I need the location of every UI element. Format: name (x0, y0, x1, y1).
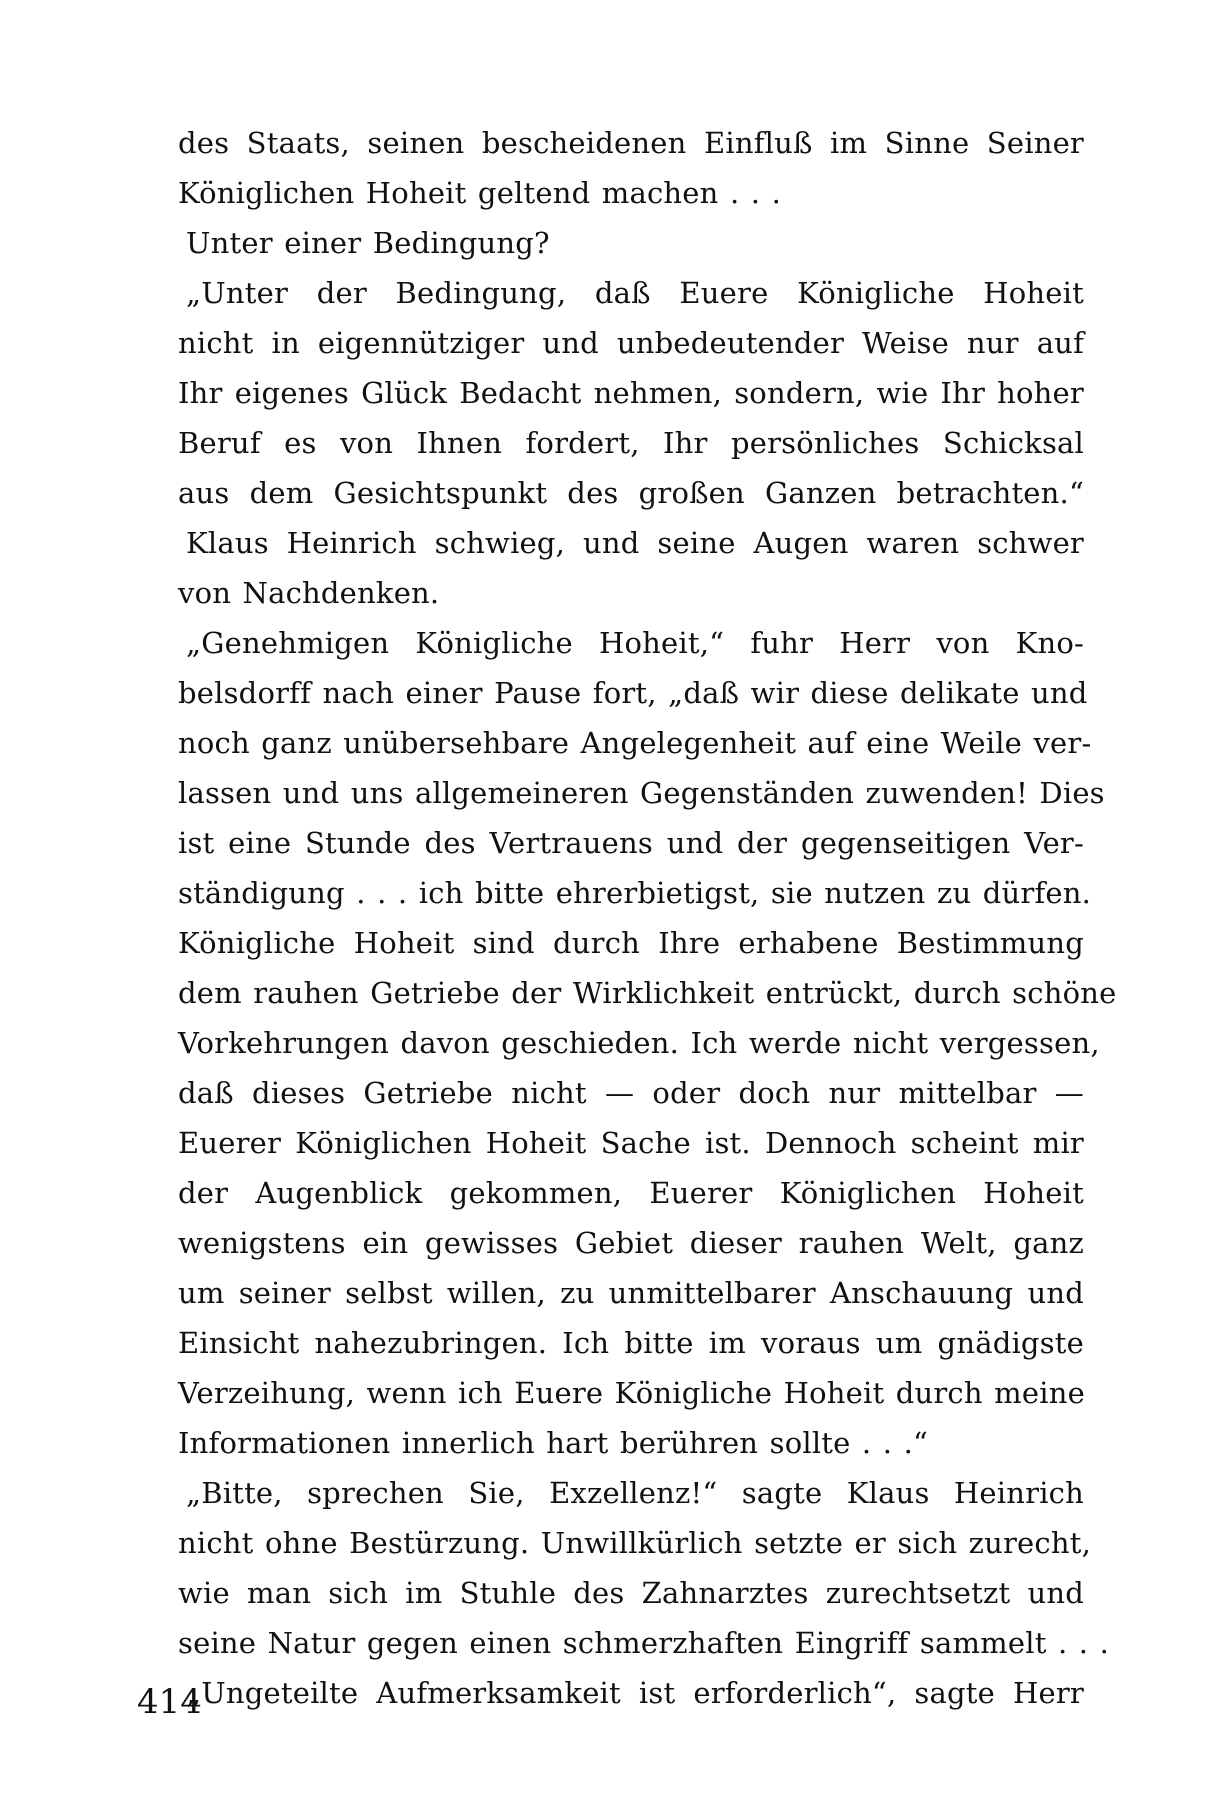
text-line: lassen und uns allgemeineren Gegenständen zuwenden! Dies (178, 776, 1105, 810)
text-line: daß dieses Getriebe nicht — oder doch nur mittelbar — (178, 1076, 1084, 1110)
text-line: „Bitte, sprechen Sie, Exzellenz!“ sagte Klaus Heinrich (186, 1476, 1084, 1510)
text-line: „Unter der Bedingung, daß Euere Königliche Hoheit (186, 276, 1084, 310)
text-line: Informationen innerlich hart berühren sollte . . .“ (178, 1426, 929, 1460)
text-line: Euerer Königlichen Hoheit Sache ist. Dennoch scheint mir (178, 1126, 1084, 1160)
text-line: Vorkehrungen davon geschieden. Ich werde nicht vergessen, (178, 1026, 1100, 1060)
text-line: Klaus Heinrich schwieg, und seine Augen waren schwer (186, 526, 1084, 560)
text-line: wie man sich im Stuhle des Zahnarztes zurechtsetzt und (178, 1576, 1084, 1610)
text-line: Einsicht nahezubringen. Ich bitte im voraus um gnädigste (178, 1326, 1084, 1360)
text-line: der Augenblick gekommen, Euerer Königlichen Hoheit (178, 1176, 1084, 1210)
text-line: ist eine Stunde des Vertrauens und der gegenseitigen Ver- (178, 826, 1084, 860)
text-line: seine Natur gegen einen schmerzhaften Eingriff sammelt . . . (178, 1626, 1110, 1660)
body-text (178, 118, 1117, 1718)
text-line: Königliche Hoheit sind durch Ihre erhabene Bestimmung (178, 926, 1084, 960)
text-line: ständigung . . . ich bitte ehrerbietigst, sie nutzen zu dürfen. (178, 876, 1092, 910)
text-line: „Ungeteilte Aufmerksamkeit ist erforderlich“, sagte Herr (186, 1676, 1084, 1710)
text-line: des Staats, seinen bescheidenen Einfluß im Sinne Seiner (178, 126, 1084, 160)
text-line: Verzeihung, wenn ich Euere Königliche Hoheit durch meine (178, 1376, 1085, 1410)
text-line: „Genehmigen Königliche Hoheit,“ fuhr Herr von Kno- (186, 626, 1084, 660)
text-line: Ihr eigenes Glück Bedacht nehmen, sondern, wie Ihr hoher (178, 376, 1084, 410)
text-line: von Nachdenken. (178, 576, 440, 610)
text-line: noch ganz unübersehbare Angelegenheit auf eine Weile ver- (178, 726, 1092, 760)
text-line: wenigstens ein gewisses Gebiet dieser rauhen Welt, ganz (178, 1226, 1084, 1260)
text-line: Unter einer Bedingung? (186, 226, 550, 260)
text-line: dem rauhen Getriebe der Wirklichkeit entrückt, durch schöne (178, 976, 1117, 1010)
text-line: aus dem Gesichtspunkt des großen Ganzen betrachten.“ (178, 476, 1084, 510)
page-number: 414 (137, 1682, 202, 1722)
text-line: Königlichen Hoheit geltend machen . . . (178, 176, 782, 210)
text-line: belsdorff nach einer Pause fort, „daß wir diese delikate und (178, 676, 1088, 710)
text-line: nicht in eigennütziger und unbedeutender Weise nur auf (178, 326, 1084, 360)
text-line: um seiner selbst willen, zu unmittelbarer Anschauung und (178, 1276, 1084, 1310)
text-line: Beruf es von Ihnen fordert, Ihr persönliches Schicksal (178, 426, 1084, 460)
text-line: nicht ohne Bestürzung. Unwillkürlich setzte er sich zurecht, (178, 1526, 1092, 1560)
